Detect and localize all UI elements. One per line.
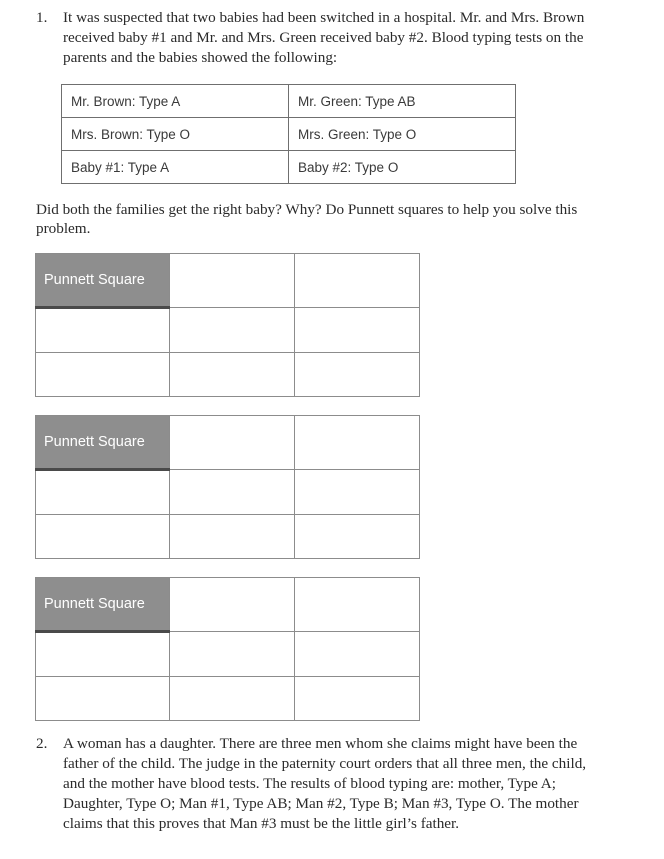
punnett-square-3: [35, 577, 420, 721]
punnett-square-header: Punnett Square: [36, 254, 170, 308]
punnett-cell[interactable]: [170, 254, 295, 308]
blood-type-table: [61, 84, 516, 184]
table-cell: Mrs. Brown: Type O: [62, 118, 289, 151]
question-number: 1.: [36, 9, 48, 26]
punnett-cell[interactable]: [36, 677, 170, 721]
punnett-cell[interactable]: [295, 254, 420, 308]
table-cell: Baby #2: Type O: [289, 151, 516, 184]
punnett-cell[interactable]: [170, 353, 295, 397]
table-cell: Mr. Brown: Type A: [62, 85, 289, 118]
punnett-cell[interactable]: [170, 578, 295, 632]
punnett-cell[interactable]: [36, 353, 170, 397]
punnett-cell[interactable]: [170, 416, 295, 470]
table-cell: Baby #1: Type A: [62, 151, 289, 184]
punnett-square-header: Punnett Square: [36, 578, 170, 632]
punnett-cell[interactable]: [170, 677, 295, 721]
table-row: [62, 118, 516, 151]
punnett-cell[interactable]: [295, 353, 420, 397]
punnett-square-header: Punnett Square: [36, 416, 170, 470]
table-row: [62, 151, 516, 184]
question-1: [36, 8, 592, 68]
punnett-cell[interactable]: [36, 632, 170, 677]
punnett-cell[interactable]: [36, 308, 170, 353]
table-cell: Mr. Green: Type AB: [289, 85, 516, 118]
punnett-cell[interactable]: [295, 416, 420, 470]
punnett-cell[interactable]: [36, 515, 170, 559]
question-prompt: Did both the families get the right baby? Why? Do Punnett squares to help you solve this problem.: [36, 201, 578, 237]
punnett-cell[interactable]: [170, 515, 295, 559]
punnett-cell[interactable]: [170, 308, 295, 353]
punnett-square-1: [35, 253, 420, 397]
punnett-cell[interactable]: [295, 632, 420, 677]
question-text: A woman has a daughter. There are three men whom she claims might have been the father of the child. The judge in the paternity court orders that all three men, the child, and the mother have blood tests. The results of blood typing are: mother, Type A; Daughter, Type O; Man #1, Type AB; Man #2, Type B; Man #3, Type O. The mother claims that this proves that Man #3 must be the little girl’s father.: [63, 735, 587, 832]
question-number: 2.: [36, 735, 48, 752]
punnett-cell[interactable]: [295, 578, 420, 632]
punnett-square-2: [35, 415, 420, 559]
punnett-cell[interactable]: [295, 677, 420, 721]
table-cell: Mrs. Green: Type O: [289, 118, 516, 151]
question-text: It was suspected that two babies had been switched in a hospital. Mr. and Mrs. Brown received baby #1 and Mr. and Mrs. Green received baby #2. Blood typing tests on the parents and the babies showed the following:: [63, 9, 585, 66]
punnett-cell[interactable]: [295, 308, 420, 353]
question-2: [36, 734, 592, 834]
punnett-cell[interactable]: [36, 470, 170, 515]
punnett-cell[interactable]: [295, 515, 420, 559]
punnett-cell[interactable]: [170, 470, 295, 515]
punnett-cell[interactable]: [170, 632, 295, 677]
table-row: [62, 85, 516, 118]
punnett-cell[interactable]: [295, 470, 420, 515]
